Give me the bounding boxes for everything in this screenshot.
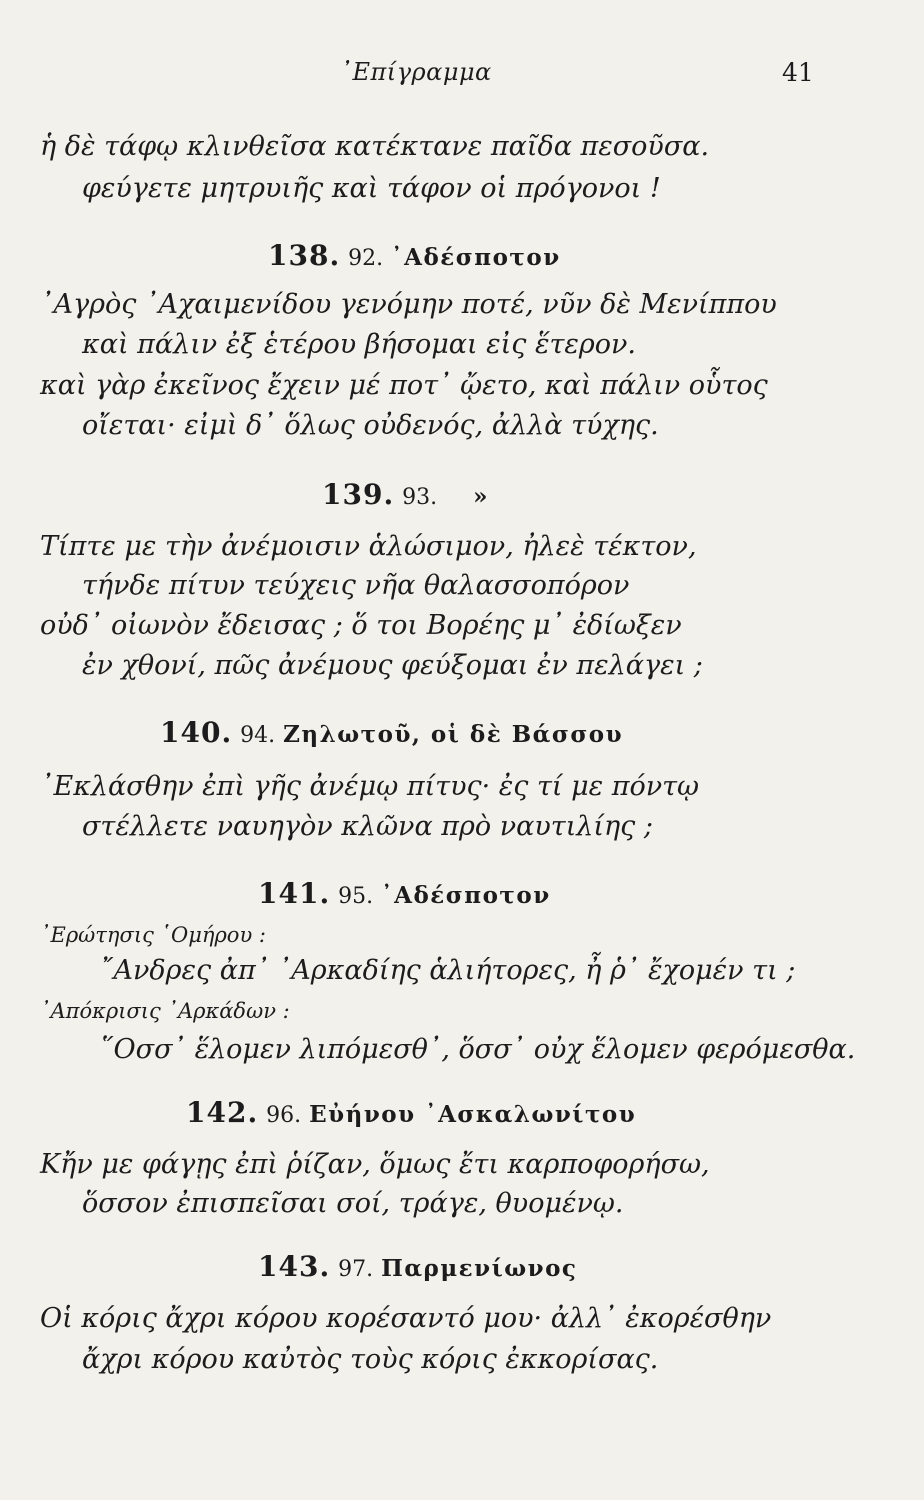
epigram-author: ᾿Αδέσποτον — [391, 244, 561, 271]
epigram-number: 141. — [258, 877, 331, 910]
verse-line: οὐδ᾿ οἰωνὸν ἔδεισας ; ὅ τοι Βορέης μ᾿ ἐδίωξεν — [40, 610, 682, 641]
verse-line: στέλλετε ναυηγὸν κλῶνα πρὸ ναυτιλίης ; — [82, 811, 653, 842]
epigram-author: ᾿Αδέσποτον — [381, 882, 551, 909]
verse-line: φεύγετε μητρυιῆς καὶ τάφον οἱ πρόγονοι ! — [82, 173, 661, 204]
source-number: 93. — [402, 485, 438, 510]
verse-line: ῞Οσσ᾿ ἕλομεν λιπόμεσθ᾿, ὅσσ᾿ οὐχ ἕλομεν φερόμεσθα. — [100, 1034, 856, 1065]
epigram-number: 140. — [160, 716, 233, 749]
epigram-heading — [186, 1096, 636, 1133]
epigram-author: Ζηλωτοῦ, οἱ δὲ Βάσσου — [283, 721, 624, 748]
verse-line: τήνδε πίτυν τεύχεις νῆα θαλασσοπόρον — [82, 570, 630, 601]
verse-line: Κἤν με φάγῃς ἐπὶ ῥίζαν, ὅμως ἔτι καρποφορήσω, — [40, 1149, 710, 1180]
speaker-label: ᾿Ερώτησις ῾Ομήρου : — [40, 923, 266, 947]
page-number: 41 — [782, 58, 814, 87]
verse-line: ᾿Εκλάσθην ἐπὶ γῆς ἀνέμῳ πίτυς· ἐς τί με πόντῳ — [40, 771, 700, 802]
epigram-author: » — [473, 483, 489, 510]
epigram-heading — [258, 1250, 577, 1287]
verse-line: ῎Ανδρες ἀπ᾿ ᾿Αρκαδίης ἁλιήτορες, ἦ ῥ᾿ ἔχομέν τι ; — [100, 955, 796, 986]
epigram-number: 142. — [186, 1096, 259, 1129]
source-number: 96. — [266, 1103, 302, 1128]
epigram-heading — [258, 877, 551, 914]
epigram-author: Παρμενίωνος — [381, 1255, 578, 1282]
epigram-heading — [268, 239, 561, 276]
verse-line: καὶ πάλιν ἐξ ἑτέρου βήσομαι εἰς ἕτερον. — [82, 329, 637, 360]
epigram-number: 139. — [322, 478, 395, 511]
epigram-author: Εὐήνου ᾿Ασκαλωνίτου — [309, 1101, 637, 1128]
source-number: 97. — [338, 1257, 374, 1282]
running-title: ᾿Επίγραμμα — [340, 58, 492, 86]
verse-line: ὅσσον ἐπισπεῖσαι σοί, τράγε, θυομένῳ. — [82, 1188, 624, 1219]
verse-line: ᾿Αγρὸς ᾿Αχαιμενίδου γενόμην ποτέ, νῦν δὲ Μενίππου — [40, 289, 777, 320]
epigram-number: 143. — [258, 1250, 331, 1283]
source-number: 95. — [338, 884, 374, 909]
verse-line: οἴεται· εἰμὶ δ᾿ ὅλως οὐδενός, ἀλλὰ τύχης. — [82, 410, 659, 441]
epigram-heading — [322, 478, 489, 515]
verse-line: Οἱ κόρις ἄχρι κόρου κορέσαντό μου· ἀλλ᾿ ἐκορέσθην — [40, 1303, 772, 1334]
verse-line: Τίπτε με τὴν ἀνέμοισιν ἁλώσιμον, ἠλεὲ τέκτον, — [40, 531, 697, 562]
verse-line: ἡ δὲ τάφῳ κλινθεῖσα κατέκτανε παῖδα πεσοῦσα. — [40, 131, 710, 162]
verse-line: καὶ γὰρ ἐκεῖνος ἔχειν μέ ποτ᾿ ᾤετο, καὶ πάλιν οὗτος — [40, 370, 768, 401]
speaker-label: ᾿Απόκρισις ᾿Αρκάδων : — [40, 999, 290, 1023]
source-number: 92. — [348, 246, 384, 271]
verse-line: ἄχρι κόρου καὐτὸς τοὺς κόρις ἐκκορίσας. — [82, 1344, 659, 1375]
source-number: 94. — [240, 723, 276, 748]
epigram-number: 138. — [268, 239, 341, 272]
epigram-heading — [160, 716, 623, 753]
running-head — [0, 58, 924, 92]
verse-line: ἐν χθονί, πῶς ἀνέμους φεύξομαι ἐν πελάγει ; — [82, 650, 703, 681]
